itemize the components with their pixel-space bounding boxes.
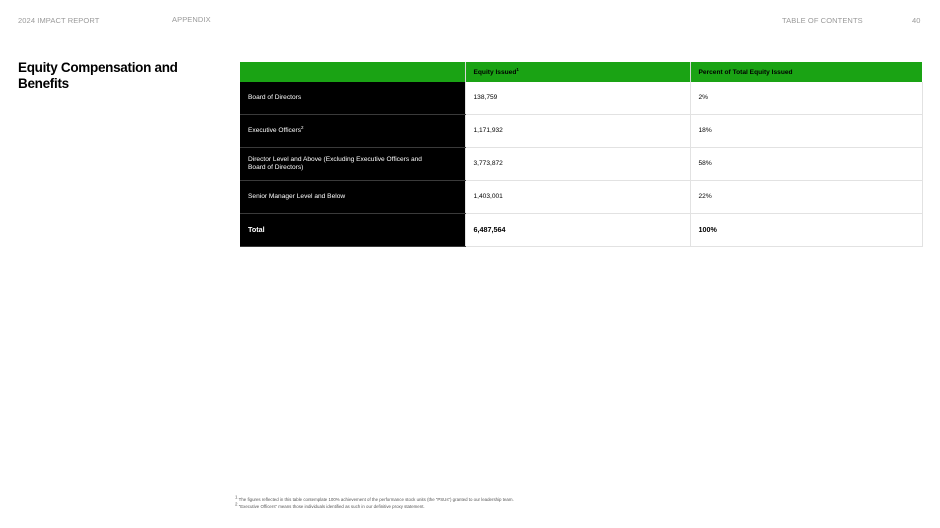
equity-value: 1,171,932: [465, 115, 690, 148]
row-label: [240, 148, 465, 181]
row-label-text: Director Level and Above (Excluding Executive Officers and Board of Directors): [248, 155, 422, 171]
section-title: Equity Compensation and Benefits: [18, 60, 178, 91]
equity-value: 6,487,564: [465, 214, 690, 247]
row-label-text: Senior Manager Level and Below: [248, 192, 346, 200]
table-header-row: [240, 62, 922, 82]
footnote-number: 1: [235, 494, 238, 500]
percent-value: 58%: [690, 148, 922, 181]
table-row: [240, 148, 922, 181]
footnote-text: “Executive Officers” means those individuals identified as such in our definitive proxy statement.: [238, 503, 425, 509]
percent-value: 2%: [690, 82, 922, 115]
table-row: [240, 82, 922, 115]
table-of-contents-link[interactable]: TABLE OF CONTENTS: [782, 16, 863, 25]
footnote: [235, 501, 514, 511]
table-row: [240, 115, 922, 148]
row-label-text: Total: [248, 224, 265, 234]
column-header-equity-issued: [465, 62, 690, 82]
footnote-marker: 2: [301, 124, 304, 130]
page-number: 40: [912, 16, 921, 25]
column-header-category: [240, 62, 465, 82]
equity-table: [240, 62, 923, 247]
footnotes: [235, 494, 514, 510]
footnote-text: The figures reflected in this table contemplate 100% achievement of the performance stock units (the “PSUs”) granted to our leadership team.: [238, 497, 514, 502]
row-label-text: Executive Officers: [248, 126, 302, 134]
equity-value: 1,403,001: [465, 181, 690, 214]
column-header-percent: Percent of Total Equity Issued: [690, 62, 922, 82]
column-header-label: Equity Issued: [473, 68, 517, 76]
row-label: [240, 181, 465, 214]
footnote-number: 2: [235, 501, 238, 507]
percent-value: 18%: [690, 115, 922, 148]
row-label: [240, 82, 465, 115]
total-row: [240, 214, 922, 247]
percent-value: 100%: [690, 214, 922, 247]
row-label-text: Board of Directors: [248, 93, 302, 101]
percent-value: 22%: [690, 181, 922, 214]
appendix-link[interactable]: APPENDIX: [172, 15, 211, 24]
table-row: [240, 181, 922, 214]
report-title: 2024 IMPACT REPORT: [18, 16, 100, 25]
equity-value: 3,773,872: [465, 148, 690, 181]
row-label: [240, 214, 465, 247]
footnote-marker: 1: [516, 66, 519, 72]
row-label: [240, 115, 465, 148]
equity-value: 138,759: [465, 82, 690, 115]
